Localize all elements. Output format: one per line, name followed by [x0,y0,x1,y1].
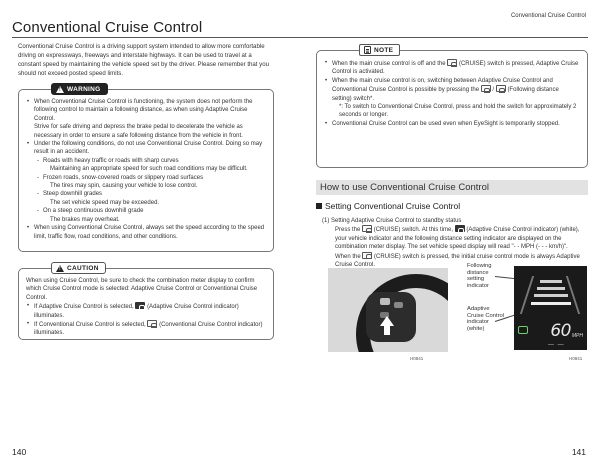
own-vehicle-indicator [531,302,571,305]
note-item [324,120,580,128]
condition-item [36,157,266,174]
caution-item [26,320,266,338]
condition-item [36,190,266,207]
cruise-switch-icon [362,252,372,259]
caution-item [26,302,266,320]
following-distance-plus-icon [481,85,491,92]
condition-item [36,207,266,224]
condition-title: Steep downhill grades [43,191,103,198]
warning-item [26,140,266,224]
caution-badge [51,262,106,274]
warning-item-text: When Conventional Cruise Control is functioning, the system does not perform the following control to maintain a following distance, as when using Adaptive Cruise Control. [34,99,253,122]
intro-paragraph: Conventional Cruise Control is a driving support system intended to allow more comfortable driving on expressways, freeways and interstate highways. It can be used to travel at a constant speed by maintaining the vehicle speed set by the driver. Please remember that you should not exceed posted speed limits. [18,43,270,77]
note-item-a: When the main cruise control is off and the [332,61,446,67]
warning-box [18,85,274,252]
page-number-left: 140 [12,447,27,457]
title-rule [12,37,588,38]
warning-label: WARNING [67,85,101,93]
warning-item-text: When using Conventional Cruise Control, always set the speed according to the speed limit, traffic flow, road conditions, and other conditions. [34,225,265,240]
adaptive-cruise-indicator-icon [455,225,465,232]
steering-wheel-figure [328,268,448,352]
step-title: (1) Setting Adaptive Cruise Control to standby status [322,218,462,224]
subsection-title: Setting Conventional Cruise Control [325,201,461,211]
subsection-heading [316,201,460,211]
note-box [316,46,588,168]
note-item: • When the main cruise control is on, switching between Adaptive Cruise Control and Conventional Cruise Control is possible by pressing the / (Following distance setting) switch*. *: To switch to Conventional Cruise Control, press and hold the switch for approximately 2 seconds or longer. [324,77,580,120]
warning-item [26,98,266,140]
adaptive-cruise-indicator-icon [518,326,528,334]
caution-item-a: If Adaptive Cruise Control is selected, [34,304,134,311]
condition-detail: Maintaining an appropriate speed for such road conditions may be difficult. [50,166,248,173]
set-speed-value: 60 [550,321,571,341]
caution-box [18,264,274,340]
lane-line [566,276,580,314]
figure-code: H0841 [410,356,424,361]
distance-bar [537,287,565,290]
steering-wheel-image [328,268,448,352]
adaptive-cruise-indicator-icon [135,302,145,309]
warning-item [26,224,266,241]
warning-item-cont: Strive for safe driving and depress the brake pedal to decelerate the vehicle as necessary in order to ensure a safe following distance from the vehicle in front. [34,124,243,139]
condition-title: On a steep continuous downhill grade [43,208,144,215]
page-title: Conventional Cruise Control [12,19,203,36]
speed-dashes: — — [548,342,565,348]
caution-item-b: (Adaptive Cruise Control indicator) illuminates. [34,304,239,319]
cruise-switch-icon [447,59,457,66]
condition-item [36,174,266,191]
caution-text: When using Cruise Control, be sure to check the combination meter display to confirm which Cruise Control mode is selected: Adaptive Cruise Control or Conventional Cruise Control. [26,278,258,301]
conditions-list [36,157,266,224]
combination-meter-display [514,266,587,350]
callout-adaptive-indicator: Adaptive Cruise Control indicator (white) [467,306,505,332]
condition-detail: The set vehicle speed may be exceeded. [50,199,160,206]
warning-list [26,98,266,241]
note-list [324,59,580,128]
note-item-a: When the main cruise control is on, switching between Adaptive Cruise Control and Conventional Cruise Control is possible by pressing the [332,77,553,94]
caution-label: CAUTION [67,264,99,272]
meter-display-figure [467,263,587,352]
caution-triangle-icon [56,265,64,272]
conventional-cruise-indicator-icon [147,320,157,327]
lane-line [520,276,534,314]
running-header: Conventional Cruise Control [510,13,586,19]
note-item-b: (CRUISE) switch is pressed, Adaptive Cruise Control is activated. [332,61,579,76]
set-speed-unit: MPH [571,333,583,339]
step-text: (Adaptive Cruise Control indicator) (white), your vehicle indicator and the following distance setting indicator are displayed on the combination meter display. The set vehicle speed display will read "- - MPH (- - - km/h)". [335,227,580,251]
condition-title: Frozen roads, snow-covered roads or slippery road surfaces [43,174,204,181]
condition-title: Roads with heavy traffic or roads with sharp curves [43,157,179,164]
note-label: NOTE [374,46,394,54]
note-icon [364,46,371,54]
condition-detail: The brakes may overheat. [50,216,120,223]
caution-list [26,302,266,338]
callout-following-distance: Following distance setting indicator [467,263,492,289]
distance-bar [540,280,562,283]
step-text: When the [335,253,361,260]
cruise-switch-icon [362,225,372,232]
note-badge [359,44,400,56]
condition-detail: The tires may spin, causing your vehicle to lose control. [50,183,198,190]
caution-item-a: If Conventional Cruise Control is selected, [34,322,146,329]
square-bullet-icon [316,203,322,209]
note-footnote: *: To switch to Conventional Cruise Control, press and hold the switch for approximately 2 seconds or longer. [339,104,577,119]
distance-bar [534,294,568,297]
distance-button [394,302,403,308]
cruise-button [380,298,390,305]
intro-column [18,43,274,79]
following-distance-minus-icon [496,85,506,92]
note-item-text: Conventional Cruise Control can be used even when EyeSight is temporarily stopped. [332,120,560,127]
section-heading: How to use Conventional Cruise Control [316,180,588,195]
step-text: (CRUISE) switch. At this time, [373,227,454,233]
warning-item-text: Under the following conditions, do not use Conventional Cruise Control. Doing so may result in an accident. [34,141,263,156]
page-number-right: 141 [571,447,586,457]
step-text: (CRUISE) switch is pressed, the initial cruise control mode is always Adaptive Cruise Control. [335,253,580,269]
press-arrow-stem [384,325,390,335]
warning-badge [51,83,108,95]
figure-code: H0841 [569,356,583,361]
note-item-b: (Following distance setting) switch*. [332,87,559,102]
note-item [324,59,580,77]
step-text: Press the [335,227,361,233]
caution-item-b: (Conventional Cruise Control indicator) illuminates. [34,322,263,337]
warning-triangle-icon [56,86,64,93]
